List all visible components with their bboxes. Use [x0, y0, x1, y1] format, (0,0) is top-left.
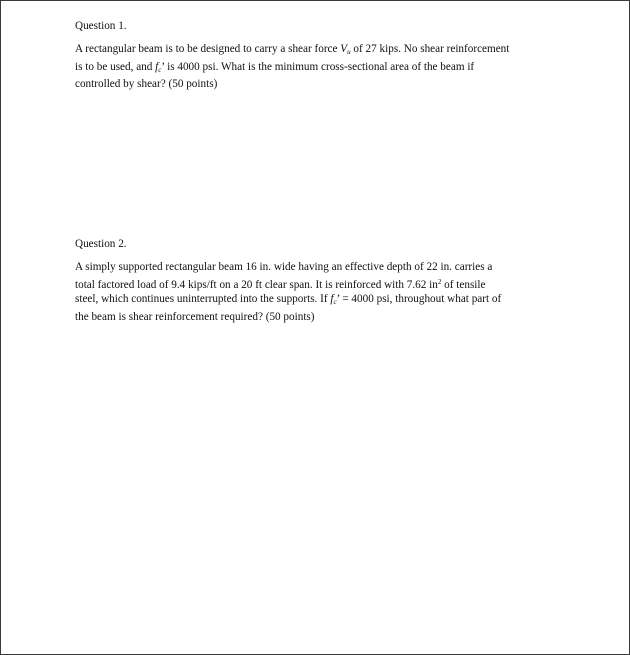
shear-force-symbol: V	[340, 43, 348, 56]
question-1-line-3: controlled by shear? (50 points)	[75, 78, 218, 91]
shear-force-subscript: u	[347, 48, 351, 57]
question-1-text	[75, 42, 575, 91]
question-1-line-1	[75, 42, 575, 59]
question-2-line-2-start: total factored load of 9.4 kips/ft on a 20 ft clear span. It is reinforced with 7.62 in	[75, 278, 438, 291]
question-1-line-1-start: A rectangular beam is to be designed to carry a shear force	[75, 43, 341, 56]
question-2-line-2-end: of tensile	[441, 278, 486, 291]
concrete-strength-symbol: f	[155, 60, 159, 73]
question-2-line-3	[75, 292, 575, 309]
area-unit-superscript: 2	[437, 277, 442, 286]
question-2-line-3-end: = 4000 psi, throughout what part of	[339, 293, 502, 306]
question-2-line-2	[75, 275, 575, 292]
concrete-strength-subscript: c	[158, 65, 162, 74]
question-1-line-2	[75, 60, 575, 77]
concrete-strength-subscript: c	[333, 298, 337, 307]
concrete-strength-prime: ’	[161, 60, 165, 73]
question-2-heading: Question 2.	[75, 238, 127, 250]
question-1-line-1-end: of 27 kips. No shear reinforcement	[350, 43, 510, 56]
question-2	[75, 237, 575, 324]
concrete-strength-symbol: f	[330, 293, 334, 306]
question-1	[75, 19, 575, 92]
question-1-heading: Question 1.	[75, 20, 127, 32]
concrete-strength-prime: ’	[336, 293, 340, 306]
question-2-line-4: the beam is shear reinforcement required? (50 points)	[75, 310, 315, 323]
question-2-text	[75, 260, 575, 324]
question-1-line-2-end: is 4000 psi. What is the minimum cross-sectional area of the beam if	[164, 60, 475, 73]
question-2-line-1: A simply supported rectangular beam 16 in. wide having an effective depth of 22 in. carries a	[75, 261, 493, 274]
question-1-line-2-start: is to be used, and	[75, 60, 156, 73]
question-2-line-3-start: steel, which continues uninterrupted into the supports. If	[75, 293, 331, 306]
